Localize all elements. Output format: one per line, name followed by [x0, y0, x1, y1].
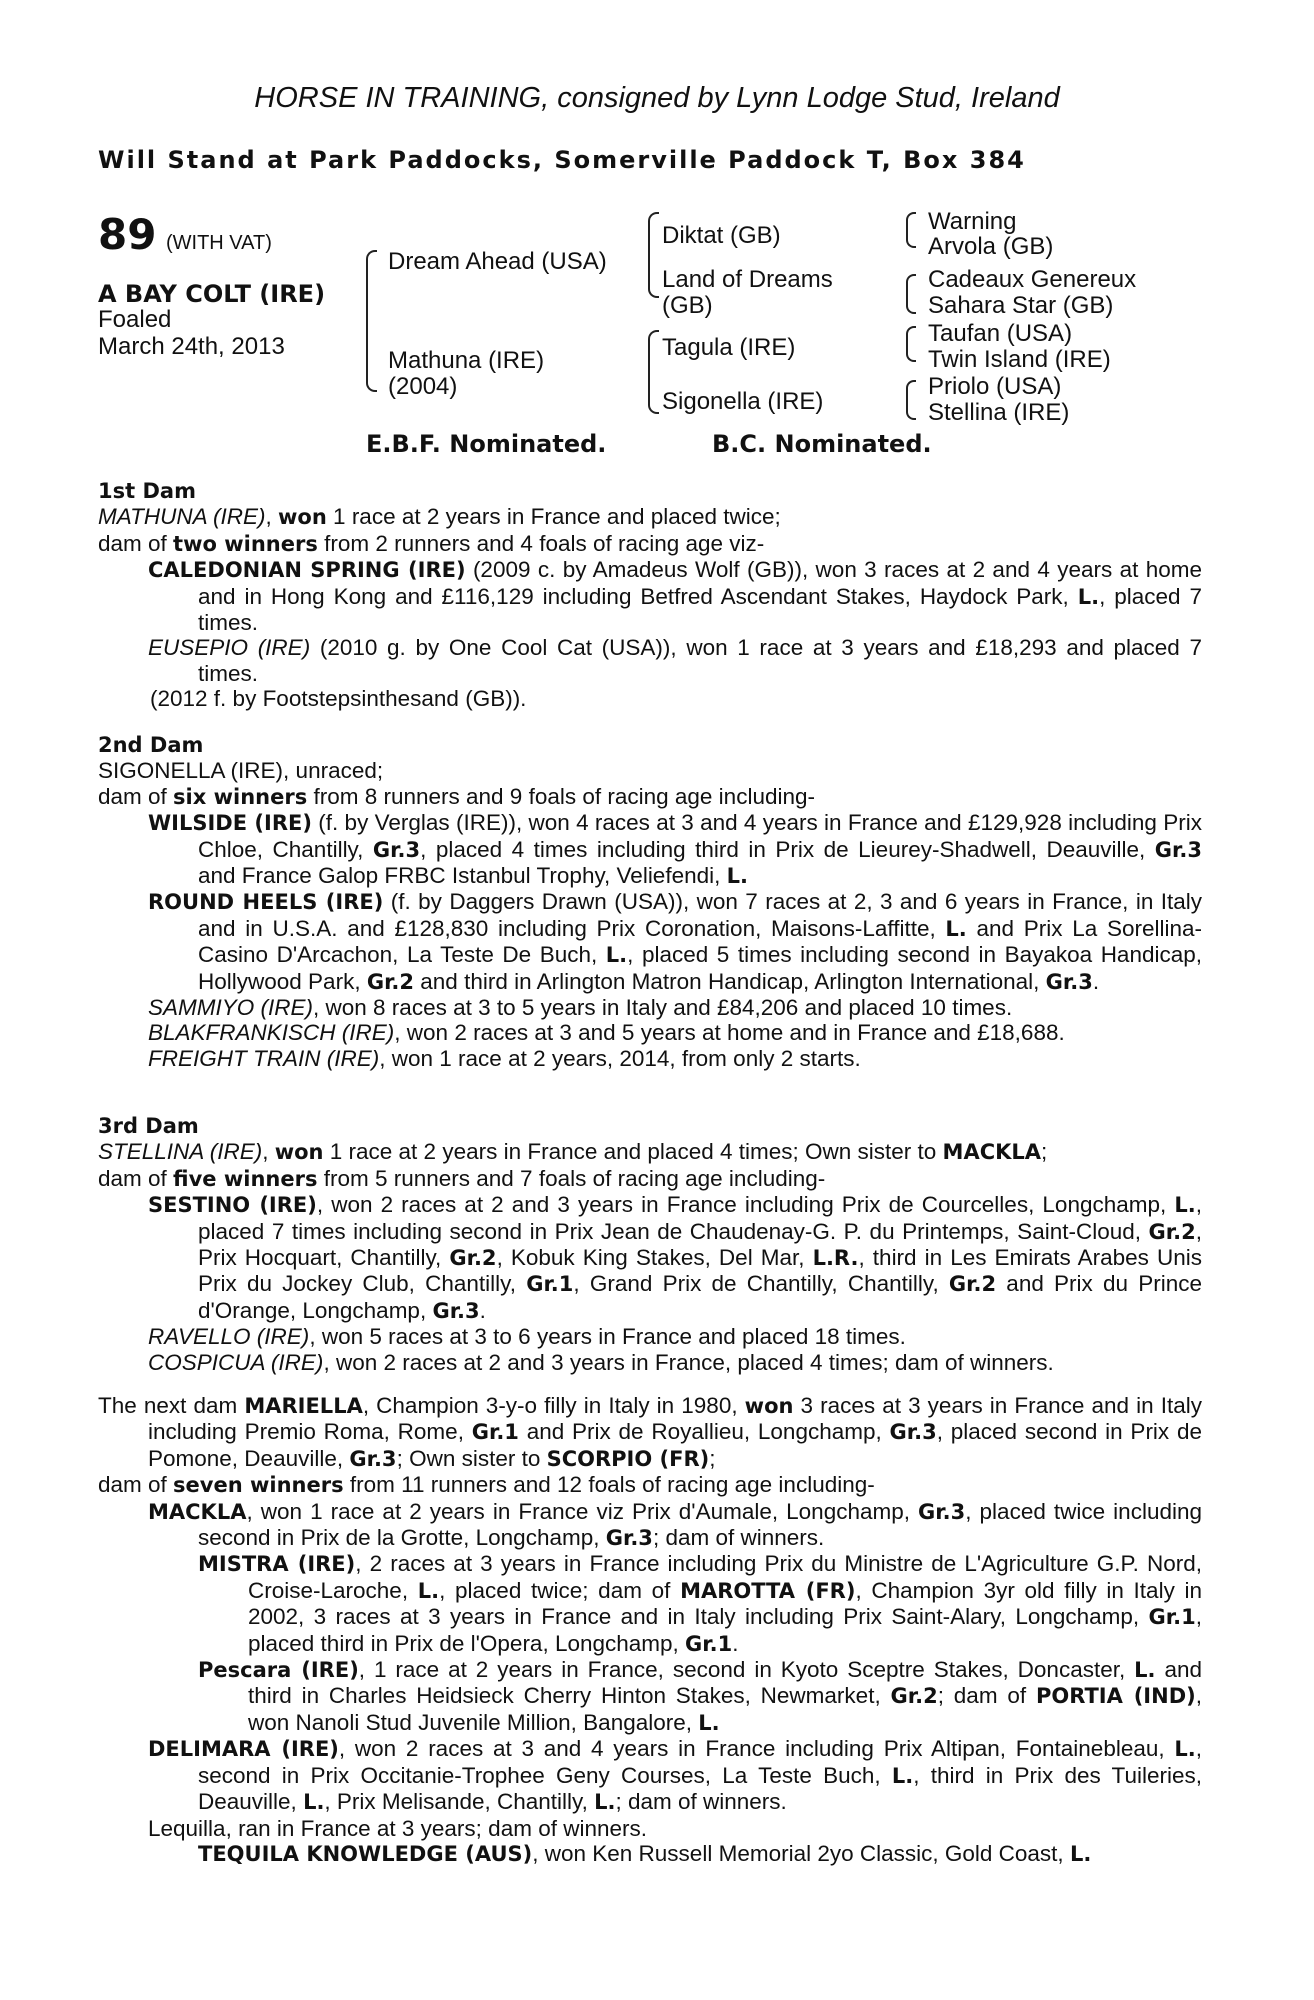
- produce-entry: ROUND HEELS (IRE) (f. by Daggers Drawn (USA)), won 7 races at 2, 3 and 6 years in France, in Italy and in U.S.A. and £128,830 including Prix Coronation, Maisons-Laffitte, L. and Prix La Sorellina-Casino D'Arcachon, La Teste De Buch, L., placed 5 times including second in Bayakoa Handicap, Hollywood Park, Gr.2 and third in Arlington Matron Handicap, Arlington International, Gr.3.: [148, 889, 1203, 994]
- dam-sire: Tagula (IRE): [662, 334, 796, 361]
- gg-3: Cadeaux Genereux: [928, 266, 1137, 293]
- produce-entry: COSPICUA (IRE), won 2 races at 2 and 3 years in France, placed 4 times; dam of winners.: [148, 1349, 1054, 1375]
- gg-1: Warning: [928, 208, 1017, 235]
- sire-name: Dream Ahead (USA): [388, 248, 607, 275]
- dam-line-brace: [648, 330, 659, 414]
- first-dam-section: [98, 479, 1202, 712]
- produce-entry: EUSEPIO (IRE) (2010 g. by One Cool Cat (USA)), won 1 race at 3 years and £18,293 and placed 7 times.: [148, 635, 1202, 686]
- produce-entry: SAMMIYO (IRE), won 8 races at 3 to 5 years in Italy and £84,206 and placed 10 times.: [148, 995, 1013, 1021]
- horse-description: A BAY COLT (IRE): [98, 280, 326, 308]
- produce-entry: Lequilla, ran in France at 3 years; dam of winners.: [148, 1815, 647, 1841]
- sire-line-brace: [648, 212, 659, 298]
- produce-entry: MACKLA, won 1 race at 2 years in France viz Prix d'Aumale, Longchamp, Gr.3, placed twice including second in Prix de la Grotte, Longchamp, Gr.3; dam of winners.: [148, 1498, 1202, 1551]
- first-dam-intro: MATHUNA (IRE), won 1 race at 2 years in France and placed twice;: [98, 504, 781, 530]
- dam-dam: Sigonella (IRE): [662, 388, 824, 415]
- second-dam-produce-summary: dam of six winners from 8 runners and 9 foals of racing age including-: [98, 783, 815, 809]
- sire-sire: Diktat (GB): [662, 222, 781, 249]
- sire-dam-line2: (GB): [662, 292, 713, 319]
- page-title: HORSE IN TRAINING, consigned by Lynn Lodge Stud, Ireland: [254, 82, 1060, 114]
- third-dam-heading: 3rd Dam: [98, 1114, 199, 1138]
- vat-note: (WITH VAT): [166, 232, 272, 254]
- next-dam-section: [98, 1393, 1202, 1867]
- third-dam-section: [98, 1114, 1202, 1375]
- gg-4: Sahara Star (GB): [928, 292, 1114, 319]
- first-dam-heading: 1st Dam: [98, 479, 196, 503]
- produce-entry: CALEDONIAN SPRING (IRE) (2009 c. by Amadeus Wolf (GB)), won 3 races at 2 and 4 years at home and in Hong Kong and £116,129 including Betfred Ascendant Stakes, Haydock Park, L., placed 7 times.: [148, 557, 1202, 636]
- gg-8: Stellina (IRE): [928, 399, 1070, 426]
- dam-name: Mathuna (IRE): [388, 347, 545, 374]
- produce-entry: BLAKFRANKISCH (IRE), won 2 races at 3 and 5 years at home and in France and £18,688.: [148, 1020, 1065, 1046]
- produce-entry: Pescara (IRE), 1 race at 2 years in France, second in Kyoto Sceptre Stakes, Doncaster, L. and third in Charles Heidsieck Cherry Hinton Stakes, Newmarket, Gr.2; dam of PORTIA (IND), won Nanoli Stud Juvenile Million, Bangalore, L.: [198, 1657, 1203, 1735]
- gg-6: Twin Island (IRE): [928, 346, 1111, 373]
- sire-dam-line1: Land of Dreams: [662, 266, 833, 293]
- second-dam-heading: 2nd Dam: [98, 733, 204, 757]
- dam-year: (2004): [388, 373, 458, 400]
- produce-entry: MISTRA (IRE), 2 races at 3 years in France including Prix du Ministre de L'Agriculture G.P. Nord, Croise-Laroche, L., placed twice; dam of MAROTTA (FR), Champion 3yr old filly in Italy in 2002, 3 races at 3 years in France and in Italy including Prix Saint-Alary, Longchamp, Gr.1, placed third in Prix de l'Opera, Longchamp, Gr.1.: [198, 1551, 1203, 1656]
- produce-entry: RAVELLO (IRE), won 5 races at 3 to 6 years in France and placed 18 times.: [148, 1324, 906, 1350]
- bc-nominated: B.C. Nominated.: [712, 430, 932, 458]
- brace-g3-1: [906, 212, 916, 248]
- produce-entry: (2012 f. by Footstepsinthesand (GB)).: [150, 686, 527, 712]
- gg-2: Arvola (GB): [928, 233, 1054, 260]
- gg-7: Priolo (USA): [928, 373, 1062, 400]
- produce-entry: WILSIDE (IRE) (f. by Verglas (IRE)), won 4 races at 3 and 4 years in France and £129,928 including Prix Chloe, Chantilly, Gr.3, placed 4 times including third in Prix de Lieurey-Shadwell, Deauville, Gr.3 and France Galop FRBC Istanbul Trophy, Veliefendi, L.: [148, 810, 1202, 889]
- first-dam-produce-summary: dam of two winners from 2 runners and 4 foals of racing age viz-: [98, 530, 765, 556]
- sire-dam-brace: [366, 250, 377, 392]
- third-dam-produce-summary: dam of five winners from 5 runners and 7 foals of racing age including-: [98, 1165, 826, 1191]
- next-dam-produce-summary: dam of seven winners from 11 runners and 12 foals of racing age including-: [98, 1472, 875, 1498]
- foaled-date: March 24th, 2013: [98, 333, 285, 360]
- third-dam-intro: STELLINA (IRE), won 1 race at 2 years in France and placed 4 times; Own sister to MACKLA;: [98, 1139, 1048, 1165]
- gg-5: Taufan (USA): [928, 320, 1073, 347]
- produce-entry: DELIMARA (IRE), won 2 races at 3 and 4 years in France including Prix Altipan, Fontainebleau, L., second in Prix Occitanie-Trophee Geny Courses, La Teste Buch, L., third in Prix des Tuileries, Deauville, L., Prix Melisande, Chantilly, L.; dam of winners.: [148, 1736, 1202, 1815]
- foaled-label: Foaled: [98, 306, 172, 333]
- next-dam-intro: The next dam MARIELLA, Champion 3-y-o filly in Italy in 1980, won 3 races at 3 years in France and in Italy including Premio Roma, Rome, Gr.1 and Prix de Royallieu, Longchamp, Gr.3, placed second in Prix de Pomone, Deauville, Gr.3; Own sister to SCORPIO (FR);: [98, 1393, 1202, 1471]
- brace-g3-2: [906, 274, 916, 314]
- second-dam-intro: SIGONELLA (IRE), unraced;: [98, 758, 384, 784]
- lot-number: 89: [98, 210, 157, 259]
- brace-g3-4: [906, 380, 916, 420]
- produce-entry: FREIGHT TRAIN (IRE), won 1 race at 2 years, 2014, from only 2 starts.: [148, 1045, 861, 1071]
- second-dam-section: [98, 733, 1202, 1071]
- ebf-nominated: E.B.F. Nominated.: [366, 430, 607, 458]
- stand-location: Will Stand at Park Paddocks, Somerville Paddock T, Box 384: [98, 146, 1026, 174]
- brace-g3-3: [906, 326, 916, 362]
- produce-entry: SESTINO (IRE), won 2 races at 2 and 3 years in France including Prix de Courcelles, Longchamp, L., placed 7 times including second in Prix Jean de Chaudenay-G. P. du Printemps, Saint-Cloud, Gr.2, Prix Hocquart, Chantilly, Gr.2, Kobuk King Stakes, Del Mar, L.R., third in Les Emirats Arabes Unis Prix du Jockey Club, Chantilly, Gr.1, Grand Prix de Chantilly, Chantilly, Gr.2 and Prix du Prince d'Orange, Longchamp, Gr.3.: [148, 1192, 1202, 1323]
- produce-entry: TEQUILA KNOWLEDGE (AUS), won Ken Russell Memorial 2yo Classic, Gold Coast, L.: [198, 1840, 1092, 1866]
